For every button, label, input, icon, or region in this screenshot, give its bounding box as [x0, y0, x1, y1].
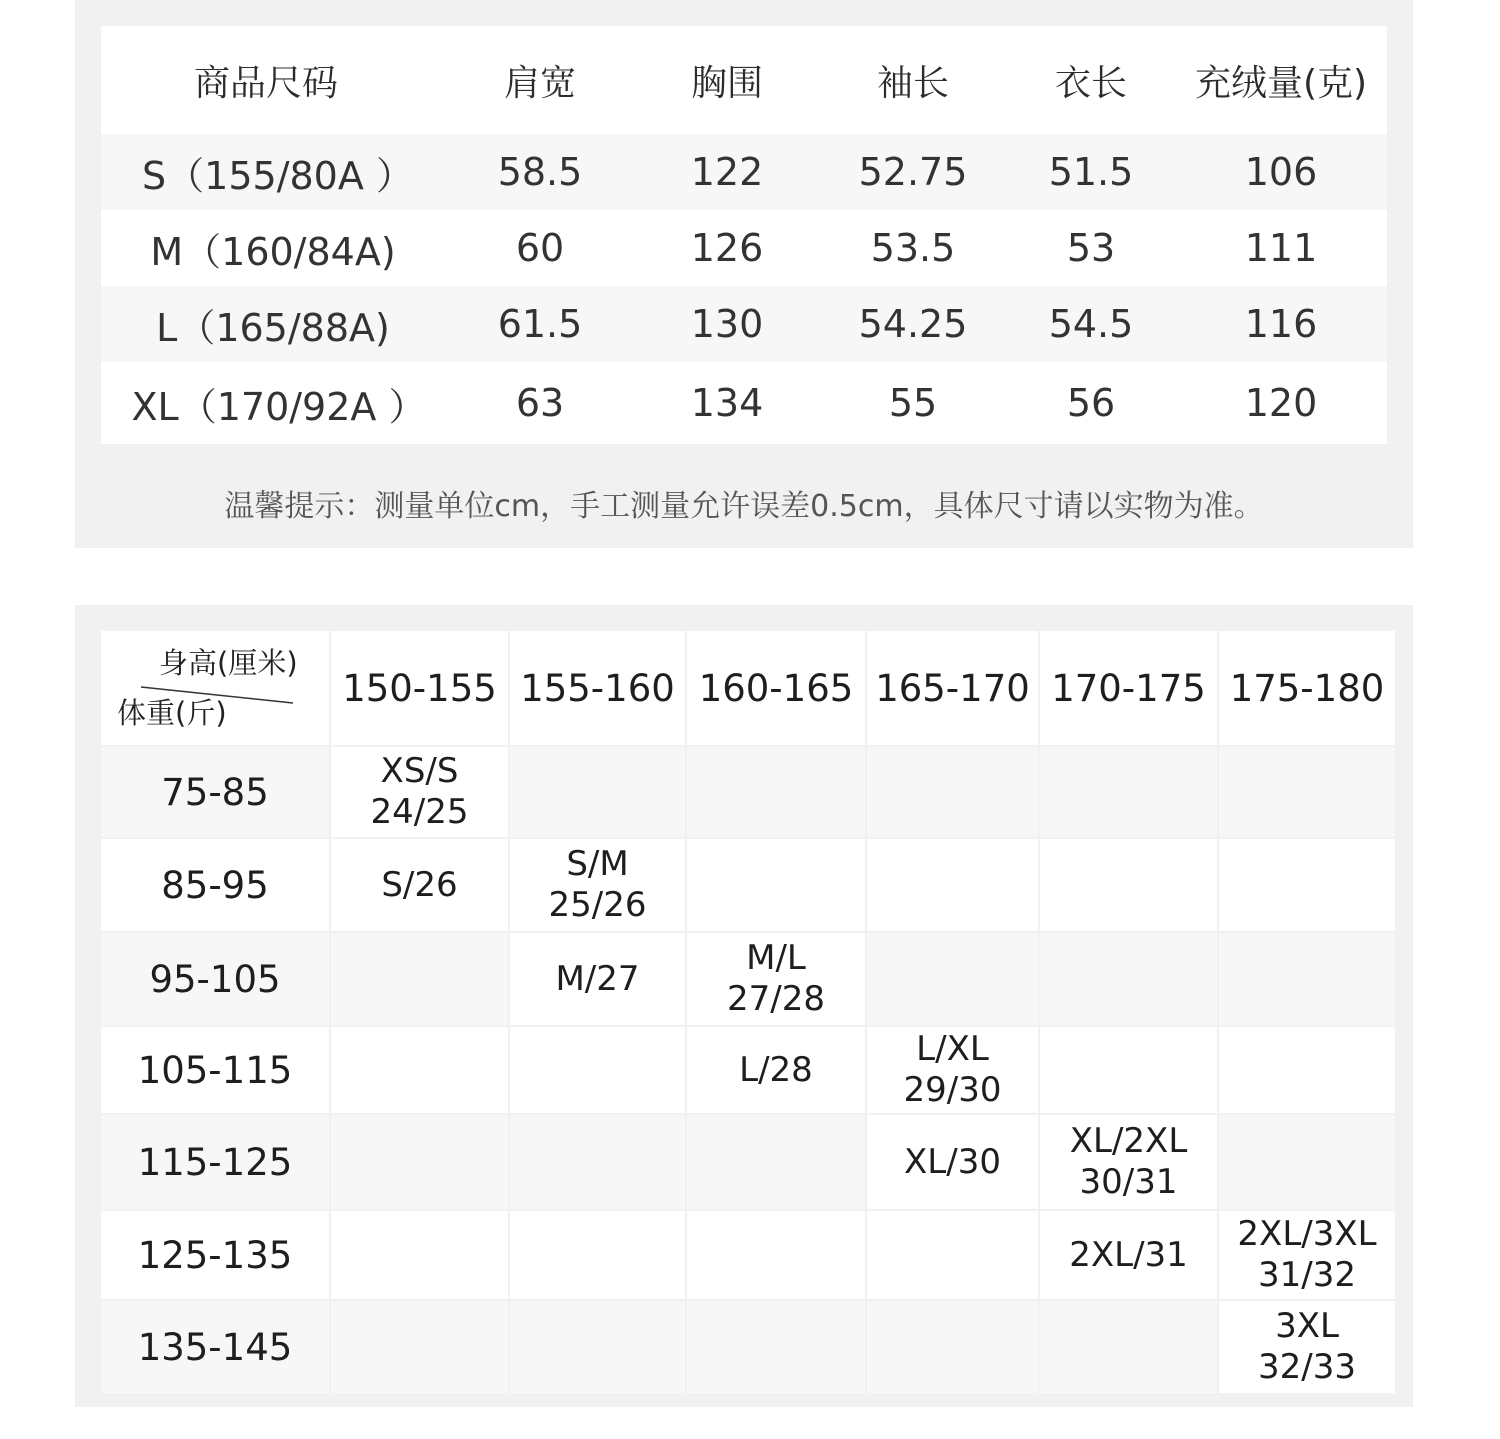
header-shoulder: 肩宽: [503, 62, 577, 104]
empty-cell: [687, 839, 865, 931]
chest-cell: 134: [690, 381, 764, 425]
empty-cell: [331, 1211, 508, 1299]
height-range-header: 150-155: [331, 631, 508, 745]
size-suggestion-line: L/28: [739, 1049, 813, 1090]
weight-range-header: 75-85: [101, 747, 329, 837]
size-suggestion-cell: [1219, 1211, 1395, 1299]
weight-range-header: 125-135: [101, 1211, 329, 1299]
size-suggestion-line: 27/28: [727, 979, 825, 1019]
empty-cell: [1219, 1027, 1395, 1113]
height-range-header: 175-180: [1219, 631, 1395, 745]
empty-cell: [687, 1211, 865, 1299]
size-suggestion-cell: [510, 839, 685, 931]
empty-cell: [1040, 933, 1217, 1025]
height-axis-label: 身高(厘米): [159, 646, 298, 680]
empty-cell: [331, 933, 508, 1025]
length-cell: 54.5: [1048, 302, 1134, 346]
empty-cell: [1219, 747, 1395, 837]
size-suggestion-cell: [1040, 1211, 1217, 1299]
chest-cell: 122: [690, 150, 764, 194]
size-table: [101, 26, 1387, 444]
header-down-fill: 充绒量(克): [1194, 62, 1368, 104]
table-row: [101, 134, 1387, 210]
size-suggestion-cell: [867, 1115, 1038, 1209]
empty-cell: [1040, 839, 1217, 931]
empty-cell: [510, 1115, 685, 1209]
empty-cell: [867, 1211, 1038, 1299]
size-suggestion-line: 3XL: [1275, 1306, 1339, 1346]
empty-cell: [331, 1301, 508, 1393]
size-suggestion-line: M/L: [746, 938, 806, 978]
empty-cell: [1040, 1027, 1217, 1113]
empty-cell: [687, 1301, 865, 1393]
length-cell: 53: [1066, 226, 1116, 270]
size-suggestion-line: S/26: [381, 864, 458, 905]
weight-range-header: 85-95: [101, 839, 329, 931]
weight-axis-label: 体重(斤): [117, 696, 227, 730]
size-suggestion-line: 29/30: [903, 1070, 1002, 1110]
down-fill-cell: 120: [1244, 381, 1318, 425]
size-chart-panel: [75, 0, 1413, 548]
weight-range-header: 135-145: [101, 1301, 329, 1393]
weight-range-header: 95-105: [101, 933, 329, 1025]
size-recommendation-panel: [75, 605, 1413, 1407]
measurement-note: 温馨提示：测量单位cm，手工测量允许误差0.5cm，具体尺寸请以实物为准。: [224, 489, 1264, 524]
size-cell: XL（170/92A ）: [131, 384, 427, 429]
size-recommendation-grid: [101, 631, 1387, 1387]
size-suggestion-line: S/M: [566, 844, 629, 884]
height-range-header: 165-170: [867, 631, 1038, 745]
empty-cell: [331, 1027, 508, 1113]
length-cell: 51.5: [1048, 150, 1134, 194]
size-suggestion-cell: [331, 839, 508, 931]
size-table-header: [101, 26, 1387, 134]
shoulder-cell: 61.5: [497, 302, 583, 346]
sleeve-cell: 54.25: [858, 302, 968, 346]
empty-cell: [510, 747, 685, 837]
size-suggestion-cell: [1040, 1115, 1217, 1209]
empty-cell: [1219, 839, 1395, 931]
size-suggestion-line: 2XL/3XL: [1237, 1214, 1377, 1254]
header-length: 衣长: [1054, 62, 1128, 104]
header-sleeve: 袖长: [876, 62, 950, 104]
header-chest: 胸围: [690, 62, 764, 104]
sleeve-cell: 55: [888, 381, 938, 425]
height-range-header: 170-175: [1040, 631, 1217, 745]
empty-cell: [1219, 933, 1395, 1025]
height-range-header: 155-160: [510, 631, 685, 745]
sleeve-cell: 52.75: [858, 150, 968, 194]
size-suggestion-cell: [331, 747, 508, 837]
size-suggestion-line: XL/30: [904, 1141, 1001, 1182]
size-suggestion-line: 24/25: [370, 792, 469, 832]
size-suggestion-line: L/XL: [916, 1029, 989, 1069]
table-row: [101, 286, 1387, 362]
size-suggestion-cell: [687, 1027, 865, 1113]
empty-cell: [867, 747, 1038, 837]
down-fill-cell: 106: [1244, 150, 1318, 194]
shoulder-cell: 63: [515, 381, 565, 425]
down-fill-cell: 111: [1244, 226, 1318, 270]
empty-cell: [510, 1211, 685, 1299]
size-cell: L（165/88A): [156, 305, 390, 350]
size-suggestion-cell: [867, 1027, 1038, 1113]
size-suggestion-line: XS/S: [380, 751, 459, 791]
table-row: [101, 362, 1387, 444]
size-suggestion-line: M/27: [555, 958, 640, 999]
size-suggestion-line: 2XL/31: [1069, 1234, 1188, 1275]
corner-header: [101, 631, 329, 745]
empty-cell: [1040, 747, 1217, 837]
header-size: 商品尺码: [193, 62, 339, 104]
empty-cell: [867, 839, 1038, 931]
empty-cell: [687, 747, 865, 837]
size-suggestion-line: 25/26: [548, 885, 647, 925]
empty-cell: [1040, 1301, 1217, 1393]
chest-cell: 126: [690, 226, 764, 270]
size-suggestion-cell: [510, 933, 685, 1025]
down-fill-cell: 116: [1244, 302, 1318, 346]
size-suggestion-line: 30/31: [1079, 1162, 1178, 1202]
empty-cell: [867, 1301, 1038, 1393]
table-row: [101, 210, 1387, 286]
empty-cell: [867, 933, 1038, 1025]
length-cell: 56: [1066, 381, 1116, 425]
empty-cell: [1219, 1115, 1395, 1209]
size-suggestion-line: 32/33: [1258, 1347, 1356, 1387]
size-suggestion-cell: [687, 933, 865, 1025]
size-cell: M（160/84A): [150, 229, 396, 274]
chest-cell: 130: [690, 302, 764, 346]
shoulder-cell: 60: [515, 226, 565, 270]
empty-cell: [331, 1115, 508, 1209]
weight-range-header: 105-115: [101, 1027, 329, 1113]
shoulder-cell: 58.5: [497, 150, 583, 194]
empty-cell: [510, 1301, 685, 1393]
weight-range-header: 115-125: [101, 1115, 329, 1209]
empty-cell: [687, 1115, 865, 1209]
size-suggestion-line: XL/2XL: [1069, 1121, 1188, 1161]
height-range-header: 160-165: [687, 631, 865, 745]
size-suggestion-line: 31/32: [1258, 1255, 1356, 1295]
empty-cell: [510, 1027, 685, 1113]
sleeve-cell: 53.5: [870, 226, 956, 270]
size-cell: S（155/80A ）: [142, 153, 414, 198]
size-suggestion-cell: [1219, 1301, 1395, 1393]
